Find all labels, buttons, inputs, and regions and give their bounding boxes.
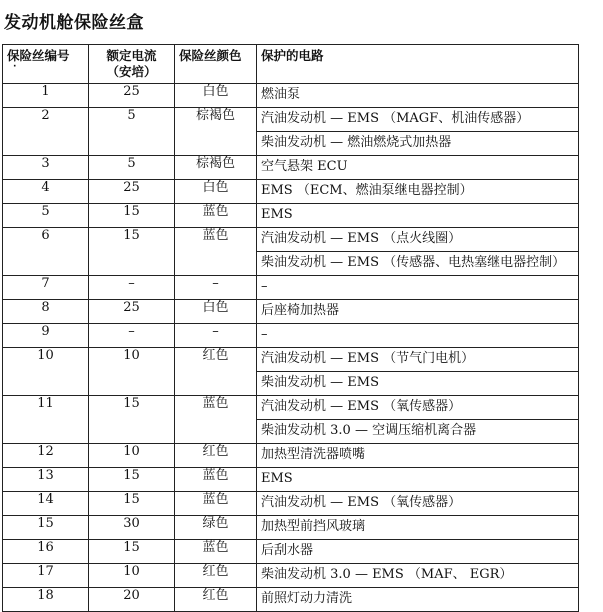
fuse-table — [2, 44, 579, 612]
rated-current-cell: 20 — [89, 588, 175, 612]
fuse-number-cell: 5 — [3, 204, 89, 228]
rated-current-cell: 10 — [89, 348, 175, 396]
circuit-line: – — [261, 327, 268, 342]
protected-circuit-cell — [257, 492, 579, 516]
circuit-line: EMS （ECM、燃油泵继电器控制） — [261, 183, 473, 198]
protected-circuit-cell — [257, 564, 579, 588]
protected-circuit-cell — [257, 444, 579, 468]
fuse-number-cell: 2 — [3, 108, 89, 156]
header-rated-current — [89, 45, 175, 84]
table-row — [3, 468, 579, 492]
protected-circuit-cell — [257, 108, 579, 156]
fuse-number-cell: 15 — [3, 516, 89, 540]
fuse-color-cell: 棕褐色 — [175, 108, 257, 156]
fuse-number-cell: 16 — [3, 540, 89, 564]
protected-circuit-cell — [257, 276, 579, 300]
protected-circuit-cell — [257, 300, 579, 324]
table-row — [3, 156, 579, 180]
table-row — [3, 180, 579, 204]
rated-current-cell: 15 — [89, 492, 175, 516]
rated-current-cell: – — [89, 324, 175, 348]
table-row — [3, 348, 579, 396]
rated-current-cell: 25 — [89, 300, 175, 324]
fuse-color-cell: 白色 — [175, 300, 257, 324]
fuse-number-cell: 3 — [3, 156, 89, 180]
fuse-number-cell: 4 — [3, 180, 89, 204]
circuit-line: 汽油发动机 — EMS （节气门电机） — [261, 351, 475, 366]
circuit-line: 柴油发动机 — 燃油燃烧式加热器 — [257, 131, 578, 155]
table-row — [3, 324, 579, 348]
protected-circuit-cell — [257, 180, 579, 204]
protected-circuit-cell — [257, 396, 579, 444]
fuse-number-cell: 18 — [3, 588, 89, 612]
fuse-number-cell: 10 — [3, 348, 89, 396]
fuse-color-cell: 蓝色 — [175, 492, 257, 516]
table-row — [3, 84, 579, 108]
fuse-color-cell: 红色 — [175, 564, 257, 588]
protected-circuit-cell — [257, 348, 579, 396]
protected-circuit-cell — [257, 228, 579, 276]
protected-circuit-cell — [257, 516, 579, 540]
circuit-line: 汽油发动机 — EMS （点火线圈） — [261, 231, 462, 246]
header-rated-current-label: 额定电流 — [106, 48, 157, 63]
table-row — [3, 228, 579, 276]
fuse-number-cell: 13 — [3, 468, 89, 492]
rated-current-cell: 30 — [89, 516, 175, 540]
header-fuse-number-label: 保险丝编号 — [7, 48, 70, 63]
table-row — [3, 516, 579, 540]
circuit-line: 柴油发动机 3.0 — 空调压缩机离合器 — [257, 419, 578, 443]
header-protected-circuit: 保护的电路 — [257, 45, 579, 84]
circuit-line: 加热型前挡风玻璃 — [261, 519, 366, 534]
fuse-color-cell: – — [175, 324, 257, 348]
table-row — [3, 300, 579, 324]
protected-circuit-cell — [257, 324, 579, 348]
protected-circuit-cell — [257, 204, 579, 228]
fuse-number-cell: 17 — [3, 564, 89, 588]
fuse-number-cell: 9 — [3, 324, 89, 348]
fuse-color-cell: 蓝色 — [175, 468, 257, 492]
fuse-color-cell: – — [175, 276, 257, 300]
header-fuse-number — [3, 45, 89, 84]
fuse-color-cell: 棕褐色 — [175, 156, 257, 180]
circuit-line: 汽油发动机 — EMS （氧传感器） — [261, 399, 462, 414]
rated-current-cell: – — [89, 276, 175, 300]
rated-current-cell: 5 — [89, 108, 175, 156]
rated-current-cell: 15 — [89, 204, 175, 228]
fuse-number-cell: 1 — [3, 84, 89, 108]
fuse-number-cell: 6 — [3, 228, 89, 276]
fuse-color-cell: 红色 — [175, 348, 257, 396]
circuit-line: 前照灯动力清洗 — [261, 591, 353, 606]
rated-current-cell: 5 — [89, 156, 175, 180]
table-row — [3, 396, 579, 444]
fuse-number-cell: 12 — [3, 444, 89, 468]
table-row — [3, 492, 579, 516]
rated-current-cell: 15 — [89, 468, 175, 492]
fuse-number-cell: 14 — [3, 492, 89, 516]
fuse-color-cell: 蓝色 — [175, 396, 257, 444]
circuit-line: 加热型清洗器喷嘴 — [261, 447, 366, 462]
circuit-line: EMS — [261, 207, 293, 222]
circuit-line: 后座椅加热器 — [261, 303, 340, 318]
table-row — [3, 444, 579, 468]
rated-current-cell: 15 — [89, 396, 175, 444]
circuit-line: 汽油发动机 — EMS （氧传感器） — [261, 495, 462, 510]
rated-current-cell: 25 — [89, 84, 175, 108]
protected-circuit-cell — [257, 84, 579, 108]
table-row — [3, 108, 579, 156]
circuit-line: 空气悬架 ECU — [261, 159, 348, 174]
fuse-color-cell: 蓝色 — [175, 228, 257, 276]
rated-current-cell: 10 — [89, 564, 175, 588]
protected-circuit-cell — [257, 468, 579, 492]
page-title: 发动机舱保险丝盒 — [4, 13, 144, 33]
table-row — [3, 204, 579, 228]
circuit-line: 柴油发动机 3.0 — EMS （MAF、 EGR） — [261, 567, 513, 582]
protected-circuit-cell — [257, 540, 579, 564]
fuse-color-cell: 红色 — [175, 444, 257, 468]
rated-current-cell: 10 — [89, 444, 175, 468]
fuse-number-cell: 11 — [3, 396, 89, 444]
rated-current-cell: 15 — [89, 540, 175, 564]
table-row — [3, 540, 579, 564]
protected-circuit-cell — [257, 156, 579, 180]
fuse-number-cell: 7 — [3, 276, 89, 300]
table-row — [3, 276, 579, 300]
rated-current-cell: 25 — [89, 180, 175, 204]
fuse-number-cell: 8 — [3, 300, 89, 324]
fuse-color-cell: 白色 — [175, 180, 257, 204]
fuse-color-cell: 蓝色 — [175, 204, 257, 228]
fuse-table-body — [3, 84, 579, 612]
circuit-line: 汽油发动机 — EMS （MAGF、机油传感器） — [261, 111, 530, 126]
fuse-color-cell: 绿色 — [175, 516, 257, 540]
stray-dot: · — [13, 62, 17, 72]
circuit-line: – — [261, 279, 268, 294]
circuit-line: EMS — [261, 471, 293, 486]
header-row — [3, 45, 579, 84]
fuse-color-cell: 蓝色 — [175, 540, 257, 564]
circuit-line: 后刮水器 — [261, 543, 314, 558]
header-rated-current-unit: （安培） — [106, 64, 157, 79]
table-row — [3, 564, 579, 588]
circuit-line: 柴油发动机 — EMS — [257, 371, 578, 395]
header-fuse-color: 保险丝颜色 — [175, 45, 257, 84]
circuit-line: 柴油发动机 — EMS （传感器、电热塞继电器控制） — [257, 251, 578, 275]
rated-current-cell: 15 — [89, 228, 175, 276]
circuit-line: 燃油泵 — [261, 87, 301, 102]
fuse-color-cell: 白色 — [175, 84, 257, 108]
fuse-color-cell: 红色 — [175, 588, 257, 612]
